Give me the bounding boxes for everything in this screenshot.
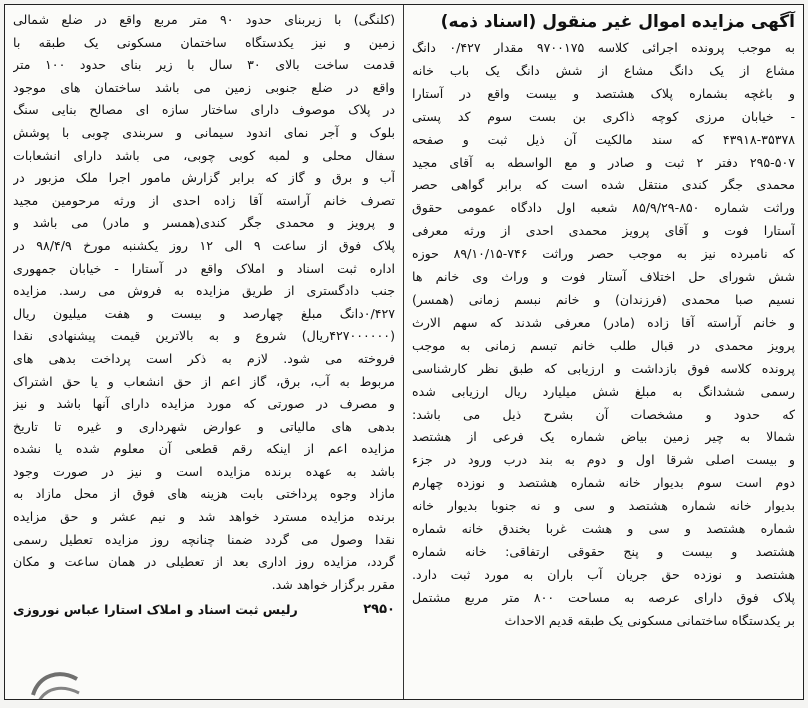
right-column-line: وراثت شماره ۸۵۰-۸۵/۹/۲۹ شعبه اول دادگاه عمومی حقوق [412,200,795,216]
left-column-line: در پلاک موصوف دارای ساختار سازه ای مصالح بنایی سنگ [13,102,395,118]
left-column-line: مقرر برگزار خواهد شد. [271,576,395,592]
left-column-text [13,9,395,596]
left-column-line: اداره ثبت اسناد و املاک واقع در آستارا - خیابان جمهوری [13,260,395,276]
right-column-line: هشتصد و بیست و پنج حقوقی ارتفاقی: خانه شماره [412,543,795,559]
right-column-line: که نامبرده نیز به موجب حصر وراثت ۷۴۶-۸۹/۱۰/۱۵ حوزه [412,246,795,262]
right-column-line: پرونده کلاسه فوق بازداشت و ارزیابی که طبق نظر کارشناسی [412,360,795,376]
left-column-line: مربوط به آب، برق، گاز اعم از حق انشعاب و یا حق اشتراک [13,373,395,389]
right-column-line: و باغچه بشماره پلاک هشتصد و بیست واقع در آستارا [412,85,795,101]
right-column-line: ۴۳۹۱۸-۳۵۳۷۸ که سند مالکیت آن ذیل ثبت و صفحه [412,131,795,147]
right-column-line: بدیوار خانه شماره هشتصد و سی و نه جنوبا بدیوار خانه [412,498,795,514]
left-column-line: برنده مزایده مسترد خواهد شد و نیم عشر و حق مزایده [13,509,395,525]
right-column-line: به موجب پرونده اجرائی کلاسه ۹۷۰۰۱۷۵ مقدار ۰/۴۲۷ دانگ [412,40,795,55]
auction-notice-page [4,4,804,700]
right-column-line: آستارا فوت و آقای پرویز محمدی احدی از ورثه معرفی [412,223,795,239]
left-column-line: (۴۲۷۰۰۰۰۰۰ریال) شروع و به بالاترین قیمت پیشنهادی نقدا [13,328,395,344]
right-column-line: محمدی جگر کندی منتقل شده است که برابر گواهی حصر [412,177,795,193]
right-column-text [412,37,795,633]
right-column-line: هشتصد و نوزده حق جریان آب باران به مورد ثبت دارد. [412,566,795,582]
notice-title: آگهی مزایده اموال غیر منقول (اسناد ذمه) [440,12,795,32]
left-column-line: مازاد وجوه پرداختی بابت هزینه های فوق از محل مازاد به [13,486,395,502]
left-column-line: و مصرف در صورتی که مورد مزایده دارای آنها باشد و نیز [13,396,395,412]
right-column-line: شماره هشتصد و سی و هشت غربا بخندق خانه شماره [412,521,795,537]
left-column-line: بدهی های مالیاتی و عوارض شهرداری و غیره تا تاریخ [13,418,395,434]
left-column-line: واقع در ضلع جنوبی زمین می باشد ساختمان های موجود [13,79,395,95]
left-column-line: ۰/۴۲۷دانگ مبلغ چهارصد و بیست و هفت میلیون ریال [13,305,395,321]
left-column [5,5,403,699]
right-column-line: مشاع از یک دانگ مشاع از شش دانگ یک باب خانه [412,62,795,78]
left-column-line: تصرف خانم آراسته آقا زاده احدی از ورثه مرحومین مجید [13,192,395,208]
right-column-line: - خیابان مرزی کوچه ذاکری بن بست سوم کد پستی [412,108,795,124]
right-column-line: که حدود و مشخصات آن بشرح ذیل می باشد: [412,406,795,422]
right-column-line: دوم است سوم بدیوار خانه شماره هشتصد و نوزده چهارم [412,475,795,491]
right-column-line: ۲۹۵-۵۰۷ دفتر ۲ ثبت و صادر و مع الواسطه به آقای مجید [412,154,795,170]
right-column-line: نسیم صبا محمدی (فرزندان) و خانم نبسم زمانی (همسر) [412,291,795,307]
left-column-line: قدمت ساخت بالای ۳۰ سال با زیر بنای حدود ۱۰۰ متر [13,57,395,73]
right-column-line: پلاک فوق دارای عرصه به مساحت ۸۰۰ متر مربع مشتمل [412,589,795,605]
left-column-line: (کلنگی) با زیربنای حدود ۹۰ متر مربع واقع در ضلع شمالی [13,12,395,27]
left-column-line: فروخته می شود. لازم به ذکر است پرداخت بدهی های [13,350,395,366]
left-column-line: و پرویز و محمدی جگر کندی(همسر و مادر) می باشد و [13,215,395,231]
left-column-line: باشد به عهده برنده مزایده است و نیز در صورت وجود [13,463,395,479]
right-column-line: و خانم آراسته آقا زاده (مادر) معرفی شدند که سهم الارث [412,314,795,330]
notice-code: ۲۹۵۰ [363,602,395,618]
right-column [403,5,803,699]
right-column-line: رسمی ششدانگ به مبلغ شش میلیارد ریال ارزیابی شده [412,383,795,399]
right-column-line: بر یکدستگاه ساختمانی مسکونی یک طبقه قدیم الاحداث [504,612,795,628]
left-column-line: پلاک فوق از ساعت ۹ الی ۱۲ روز یکشنبه مورخ ۹۸/۴/۹ در [13,237,395,253]
left-column-line: مزایده اعم از اینکه رقم قطعی آن معلوم شده یا نشده [13,441,395,457]
left-column-line: زمین و نیز یکدستگاه ساختمان مسکونی یک طبقه با [13,34,395,50]
signature-row [13,602,395,617]
right-column-line: و بیست اصلی شرقا اول و دوم به بند درب ورود در جزء [412,452,795,468]
left-column-line: گردد، مزایده روز اداری بعد از تعطیلی در همان ساعت و مکان [13,554,395,570]
left-column-line: سفال محلی و لمبه کوبی چوبی، می باشد دارای انشعابات [13,147,395,163]
left-column-line: بلوک و آجر نمای اندود سیمانی و سربندی چوبی با پوشش [13,124,395,140]
right-column-line: شمالا به چیر زمین بیاض شماره یک فرعی از هشتصد [412,429,795,445]
left-column-line: نقدا وصول می گردد ضمنا چنانچه روز مزایده تعطیل رسمی [13,531,395,547]
left-column-line: جنب دادگستری از طریق مزایده به فروش می رسد. مزایده [13,283,395,299]
right-column-line: شش شورای حل اختلاف آستار فوت و وراث وی خانم ها [412,269,795,285]
right-column-line: پرویز محمدی در قبال طلب خانم تبسم زمانی به موجب [412,337,795,353]
notice-columns [5,5,803,699]
signature: رلیس ثبت اسناد و املاک استارا عباس نوروزی [13,602,298,618]
left-column-line: آب و برق و گاز که برابر گزارش مامور اجرا ملک مزبور در [13,170,395,186]
